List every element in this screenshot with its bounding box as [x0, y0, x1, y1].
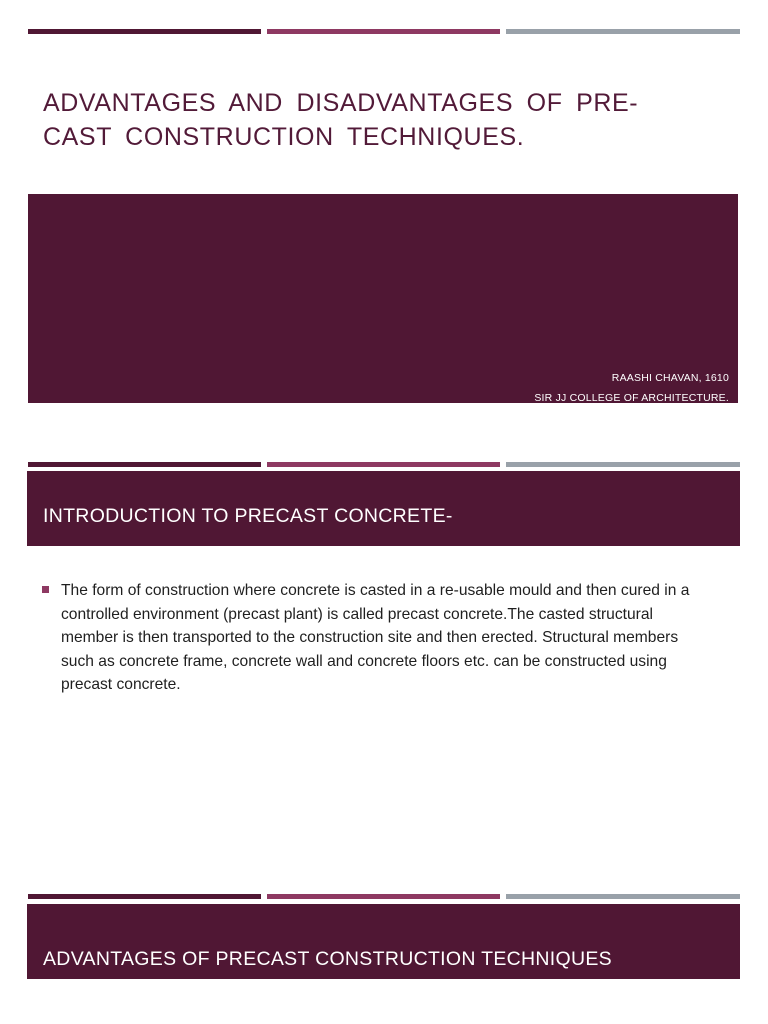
- accent-bars: [28, 894, 740, 899]
- college-name: SIR JJ COLLEGE OF ARCHITECTURE.: [534, 392, 729, 404]
- accent-bar-gray: [506, 462, 740, 467]
- intro-slide: [0, 440, 768, 880]
- accent-bars: [28, 29, 740, 34]
- title-color-block: [28, 194, 738, 403]
- bullet-text: The form of construction where concrete is casted in a re-usable mould and then cured in a controlled environment (precast plant) is called precast concrete.The casted structural member is then transported to the construction site and then erected. Structural members such as concrete frame, concrete wall and concrete floors etc. can be constructed using precast concrete.: [61, 582, 690, 693]
- slide-heading: INTRODUCTION TO PRECAST CONCRETE-: [43, 505, 453, 527]
- accent-bar-gray: [506, 29, 740, 34]
- accent-bar-dark: [28, 462, 261, 467]
- accent-bar-dark: [28, 894, 261, 899]
- slide-header: [27, 904, 740, 979]
- author-name: RAASHI CHAVAN, 1610: [611, 372, 729, 384]
- accent-bar-magenta: [267, 462, 500, 467]
- accent-bar-magenta: [267, 894, 500, 899]
- square-bullet-icon: [42, 586, 49, 593]
- advantages-slide: [0, 880, 768, 1024]
- presentation-title: ADVANTAGES AND DISADVANTAGES OF PRE-CAST CONSTRUCTION TECHNIQUES.: [43, 89, 639, 151]
- author-info: [534, 368, 729, 408]
- slide-heading: ADVANTAGES OF PRECAST CONSTRUCTION TECHNIQUES: [43, 948, 612, 970]
- accent-bar-gray: [506, 894, 740, 899]
- bullet-list: [42, 579, 702, 697]
- accent-bars: [28, 462, 740, 467]
- accent-bar-magenta: [267, 29, 500, 34]
- slide-header: [27, 471, 740, 546]
- title-slide: [0, 0, 768, 440]
- list-item: [42, 579, 702, 697]
- accent-bar-dark: [28, 29, 261, 34]
